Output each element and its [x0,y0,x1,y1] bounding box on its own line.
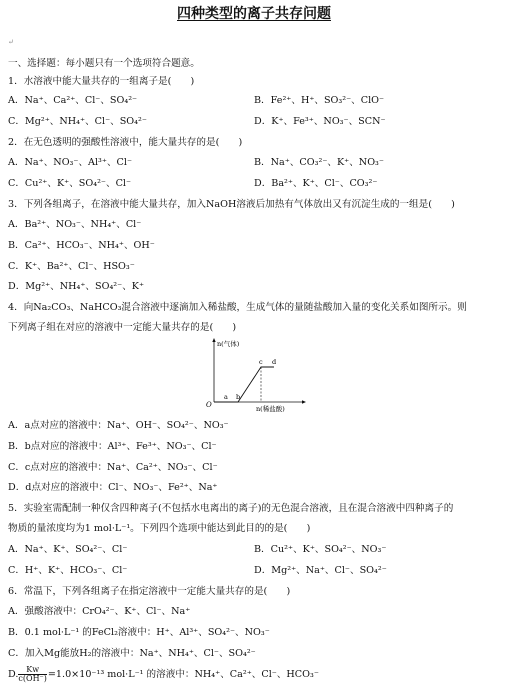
q3-option-d: D．Mg²⁺、NH₄⁺、SO₄²⁻、K⁺ [8,281,145,292]
q5-option-b: B．Cu²⁺、K⁺、SO₄²⁻、NO₃⁻ [254,544,387,555]
q5-option-c: C．H⁺、K⁺、HCO₃⁻、Cl⁻ [8,565,128,576]
point-a-label: a [224,393,228,401]
q6-option-d [8,666,319,683]
gas-curve [214,367,274,402]
q1-option-d: D．K⁺、Fe³⁺、NO₃⁻、SCN⁻ [254,116,386,127]
q6-option-d-prefix: D. [8,669,19,680]
q1-option-c: C．Mg²⁺、NH₄⁺、Cl⁻、SO₄²⁻ [8,116,147,127]
q5-option-a: A．Na⁺、K⁺、SO₄²⁻、Cl⁻ [8,544,128,555]
q1-options-row1 [8,95,500,107]
q3-option-b: B．Ca²⁺、HCO₃⁻、NH₄⁺、OH⁻ [8,240,155,251]
q5-stem-line2: 物质的量浓度均为1 mol·L⁻¹。下列四个选项中能达到此目的的是( ) [8,523,311,534]
q3-option-a: A．Ba²⁺、NO₃⁻、NH₄⁺、Cl⁻ [8,219,142,230]
q6-option-d-rest: =1.0×10⁻¹³ mol·L⁻¹ 的溶液中：NH₄⁺、Ca²⁺、Cl⁻、HCO₃⁻ [47,669,319,680]
q1-option-b: B．Fe²⁺、H⁺、SO₃²⁻、ClO⁻ [254,95,385,106]
gas-vs-hcl-graph [198,336,310,416]
section-heading: 一、选择题：每小题只有一个选项符合题意。 [8,58,200,69]
q2-stem: 2．在无色透明的强酸性溶液中，能大量共存的是( ) [8,137,243,148]
point-c-label: c [259,358,263,366]
y-axis-label: n(气体) [217,340,240,348]
q3-stem: 3．下列各组离子，在溶液中能大量共存，加入NaOH溶液后加热有气体放出又有沉淀生成的一组是( ) [8,199,455,210]
q6-option-b: B．0.1 mol·L⁻¹ 的FeCl₂溶液中：H⁺、Al³⁺、SO₄²⁻、NO₃⁻ [8,627,270,638]
q4-option-a: A．a点对应的溶液中：Na⁺、OH⁻、SO₄²⁻、NO₃⁻ [8,420,229,431]
point-d-label: d [272,358,277,366]
q1-stem: 1．水溶液中能大量共存的一组离子是( ) [8,76,195,87]
q4-option-c: C．c点对应的溶液中：Na⁺、Ca²⁺、NO₃⁻、Cl⁻ [8,462,218,473]
point-b-label: b [236,393,241,401]
paragraph-mark: ↵ [8,38,14,46]
q1-options-row2 [8,116,500,128]
q2-option-c: C．Cu²⁺、K⁺、SO₄²⁻、Cl⁻ [8,178,132,189]
q2-option-d: D．Ba²⁺、K⁺、Cl⁻、CO₃²⁻ [254,178,378,189]
q5-options-row2 [8,565,500,577]
x-axis-label: n(稀盐酸) [256,405,285,413]
q1-option-a: A．Na⁺、Ca²⁺、Cl⁻、SO₄²⁻ [8,95,138,106]
q4-stem-line1: 4．向Na₂CO₃、NaHCO₃混合溶液中逐滴加入稀盐酸，生成气体的量随盐酸加入量的变化关系如图所示。则 [8,302,467,313]
x-axis-arrow [302,400,306,403]
origin-label: O [206,401,212,409]
q2-option-b: B．Na⁺、CO₃²⁻、K⁺、NO₃⁻ [254,157,384,168]
q4-option-d: D．d点对应的溶液中：Cl⁻、NO₃⁻、Fe²⁺、Na⁺ [8,482,218,493]
q4-option-b: B．b点对应的溶液中：Al³⁺、Fe³⁺、NO₃⁻、Cl⁻ [8,441,217,452]
q6-option-a: A．强酸溶液中：CrO₄²⁻、K⁺、Cl⁻、Na⁺ [8,606,191,617]
q6-option-c: C．加入Mg能放H₂的溶液中：Na⁺、NH₄⁺、Cl⁻、SO₄²⁻ [8,648,256,659]
q6-stem: 6．常温下，下列各组离子在指定溶液中一定能大量共存的是( ) [8,586,291,597]
q5-options-row1 [8,544,500,556]
kw-fraction [18,666,46,683]
page-title: 四种类型的离子共存问题 [177,6,331,22]
q3-option-c: C．K⁺、Ba²⁺、Cl⁻、HSO₃⁻ [8,261,135,272]
q2-options-row2 [8,178,500,190]
q2-option-a: A．Na⁺、NO₃⁻、Al³⁺、Cl⁻ [8,157,133,168]
kw-denominator: c(OH⁻) [18,674,47,683]
q5-option-d: D．Mg²⁺、Na⁺、Cl⁻、SO₄²⁻ [254,565,387,576]
kw-numerator: Kw [18,666,46,675]
q4-stem-line2: 下列离子组在对应的溶液中一定能大量共存的是( ) [8,322,237,333]
q5-stem-line1: 5．实验室需配制一种仅含四种离子(不包括水电离出的离子)的无色混合溶液，且在混合溶液中四种离子的 [8,503,454,514]
y-axis-arrow [212,338,215,342]
q2-options-row1 [8,157,500,169]
